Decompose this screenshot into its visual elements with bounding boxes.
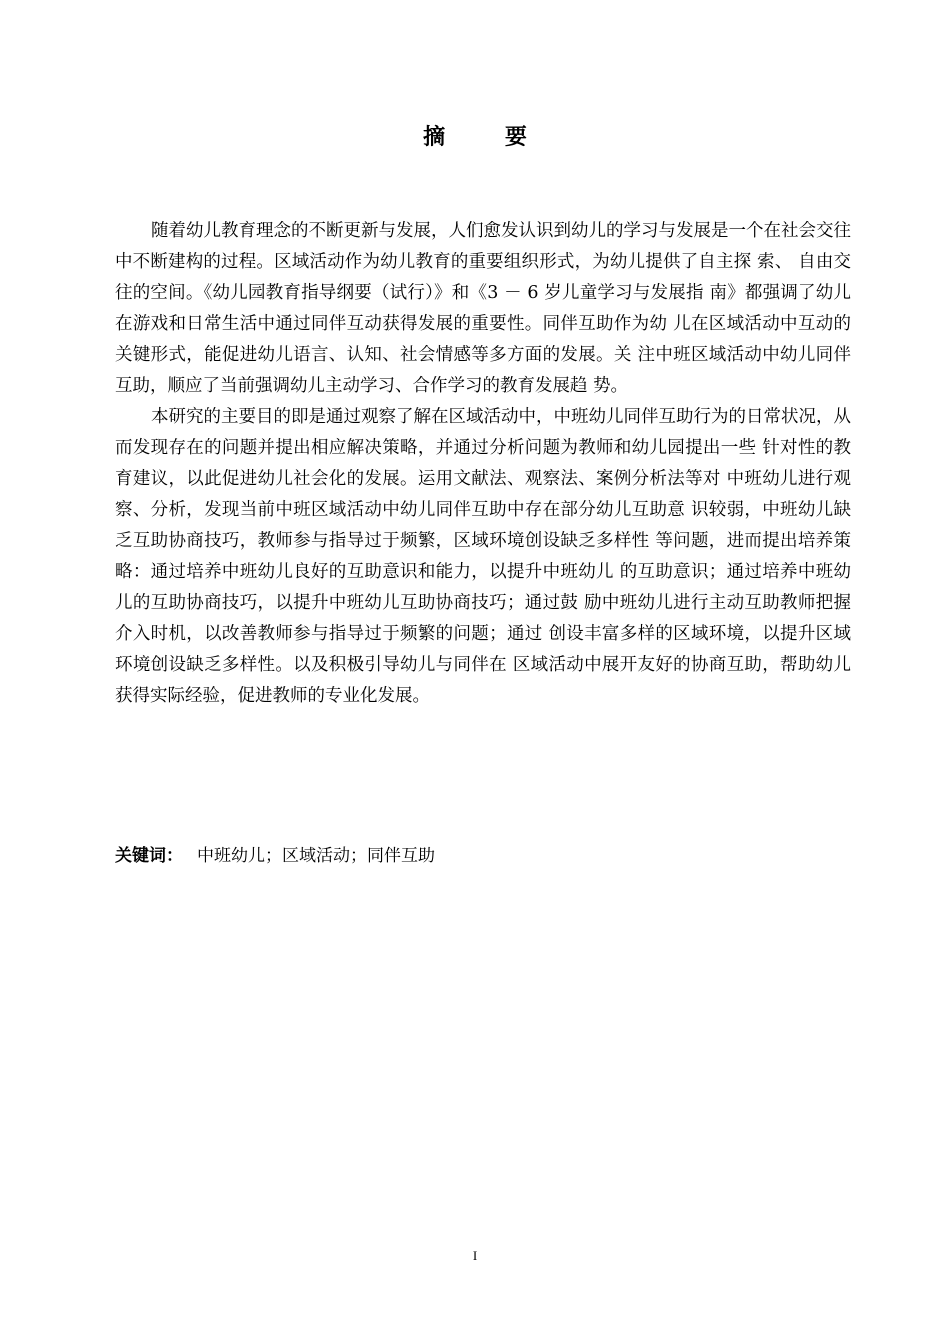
keywords-label: 关键词： <box>115 846 183 866</box>
page-title: 摘 要 <box>423 125 553 150</box>
page-number: I <box>472 1248 478 1263</box>
abstract-paragraph: 本研究的主要目的即是通过观察了解在区域活动中，中班幼儿同伴互助行为的日常状况，从而发现存在的问题并提出相应解决策略，并通过分析问题为教师和幼儿园提出一些 针对性的教育建议，以此促进幼儿社会化的发展。运用文献法、观察法、案例分析法等对 中班幼儿进行观察、分析，发现当前中班区域活动中幼儿同伴互助中存在部分幼儿互助意 识较弱，中班幼儿缺乏互助协商技巧，教师参与指导过于频繁，区域环境创设缺乏多样性 等问题，进而提出培养策略：通过培养中班幼儿良好的互助意识和能力，以提升中班幼儿 的互助意识；通过培养中班幼儿的互助协商技巧，以提升中班幼儿互助协商技巧；通过鼓 励中班幼儿进行主动互助教师把握介入时机，以改善教师参与指导过于频繁的问题；通过 创设丰富多样的区域环境，以提升区域环境创设缺乏多样性。以及积极引导幼儿与同伴在 区域活动中展开友好的协商互助，帮助幼儿获得实际经验，促进教师的专业化发展。 <box>115 407 851 706</box>
keywords-value: 中班幼儿；区域活动；同伴互助 <box>197 846 435 866</box>
abstract-paragraph: 随着幼儿教育理念的不断更新与发展，人们愈发认识到幼儿的学习与发展是一个在社会交往中不断建构的过程。区域活动作为幼儿教育的重要组织形式，为幼儿提供了自主探 索、 自由交往的空间。《幼儿园教育指导纲要（试行）》和《3 － 6 岁儿童学习与发展指 南》都强调了幼儿在游戏和日常生活中通过同伴互动获得发展的重要性。同伴互助作为幼 儿在区域活动中互动的关键形式，能促进幼儿语言、认知、社会情感等多方面的发展。关 注中班区域活动中幼儿同伴互助，顺应了当前强调幼儿主动学习、合作学习的教育发展趋 势。 <box>115 221 851 396</box>
abstract-body <box>115 216 851 712</box>
keywords-line <box>115 842 851 870</box>
